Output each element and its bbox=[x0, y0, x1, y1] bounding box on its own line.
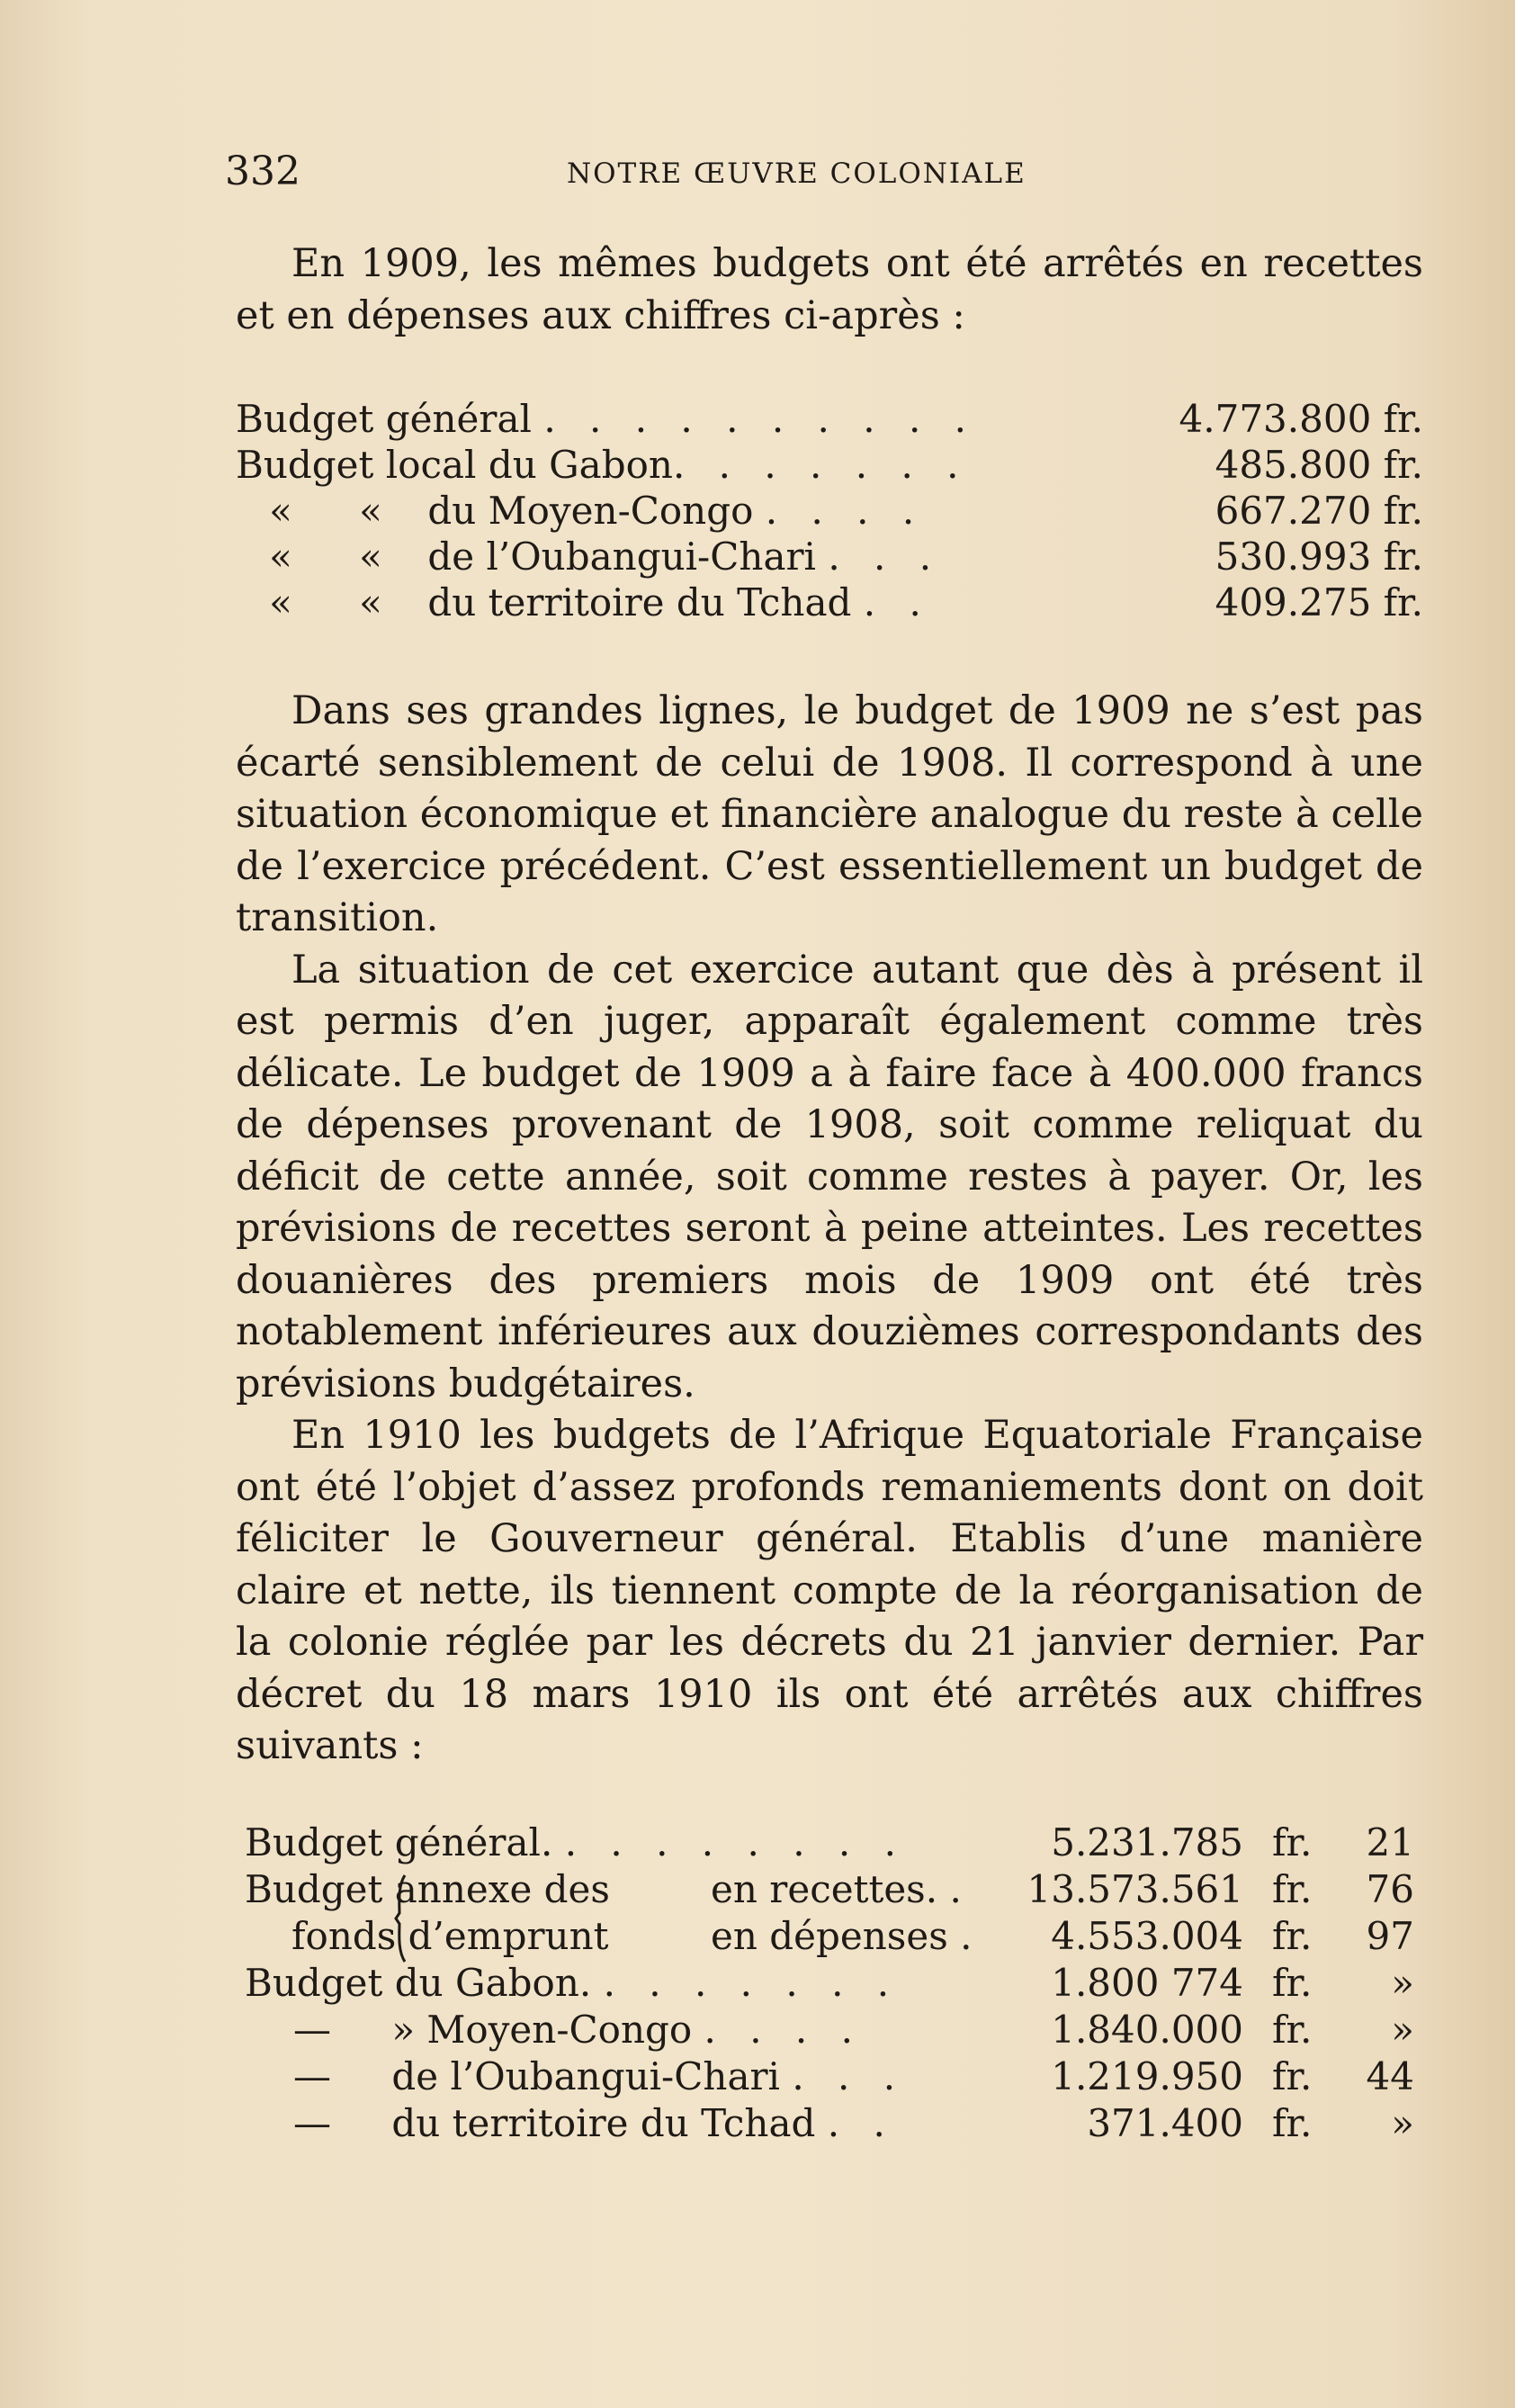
grouping-brace bbox=[389, 1872, 461, 1965]
row-sublabel: en dépenses bbox=[711, 1914, 948, 1958]
intro-block bbox=[236, 238, 1423, 342]
ditto-dash: — bbox=[293, 2101, 331, 2145]
row-amount: 485.800 fr. bbox=[1215, 443, 1423, 487]
row-unit: fr. bbox=[1272, 1914, 1313, 1958]
row-cents: 76 bbox=[1366, 1867, 1414, 1911]
ditto-mark: « bbox=[359, 580, 382, 624]
table-row bbox=[236, 442, 1423, 488]
leader-dots: . . . . . . . bbox=[672, 443, 970, 487]
row-cents: 44 bbox=[1366, 2054, 1414, 2098]
row-amount: 1.840.000 bbox=[1051, 2008, 1243, 2052]
row-amount: 13.573.561 bbox=[1026, 1867, 1243, 1911]
ditto-mark: « bbox=[359, 535, 382, 579]
table-row bbox=[245, 2053, 1443, 2100]
row-cents: » bbox=[1391, 1961, 1414, 2005]
leader-dots: . . bbox=[827, 2101, 896, 2145]
row-cents: » bbox=[1391, 2101, 1414, 2145]
row-amount: 530.993 fr. bbox=[1215, 535, 1423, 579]
intro-paragraph: En 1909, les mêmes budgets ont été arrêtés en recettes et en dépenses aux chiffres ci-après : bbox=[236, 241, 1423, 338]
ditto-dash: — bbox=[293, 2054, 331, 2098]
page-number: 332 bbox=[225, 148, 300, 194]
table-row bbox=[245, 1819, 1443, 1866]
row-amount: 1.800 774 bbox=[1051, 1961, 1243, 2005]
leader-dots: . . . . bbox=[704, 2008, 864, 2052]
table-row bbox=[236, 534, 1423, 580]
paragraph: La situation de cet exercice autant que dès à présent il est permis d’en juger, apparaît également comme très délicate. Le budget de 1909 a à faire face à 400.000 francs de dépenses provenant de 1908, soit comme reliquat du déficit de cette année, soit comme restes à payer. Or, les prévisions de recettes seront à peine atteintes. Les recettes douanières des premiers mois de 1909 ont été très notablement inférieures aux douzièmes correspondants des prévisions budgétaires. bbox=[236, 947, 1423, 1406]
row-amount: 1.219.950 bbox=[1051, 2054, 1243, 2098]
row-cents: 97 bbox=[1366, 1914, 1414, 1958]
row-amount: 371.400 bbox=[1087, 2101, 1243, 2145]
table-row bbox=[236, 580, 1423, 625]
row-amount: 5.231.785 bbox=[1051, 1820, 1243, 1864]
row-label: de l’Oubangui-Chari bbox=[391, 2054, 780, 2098]
row-unit: fr. bbox=[1272, 1820, 1313, 1864]
leader-dots: . . bbox=[863, 580, 932, 624]
leader-dots: . . . . bbox=[765, 489, 926, 533]
ditto-mark: « bbox=[269, 535, 292, 579]
leader-dots: . . . bbox=[828, 535, 943, 579]
row-unit: fr. bbox=[1272, 2054, 1313, 2098]
row-unit: fr. bbox=[1272, 1867, 1313, 1911]
budget-table-1910 bbox=[245, 1819, 1443, 2147]
table-row bbox=[236, 488, 1423, 534]
paragraph: En 1910 les budgets de l’Afrique Equatoriale Française ont été l’objet d’assez profonds remaniements dont on doit féliciter le Gouverneur général. Etablis d’une manière claire et nette, ils tiennent compte de la réorganisation de la colonie réglée par les décrets du 21 janvier dernier. Par décret du 18 mars 1910 ils ont été arrêtés aux chiffres suivants : bbox=[236, 1413, 1423, 1768]
row-cents: 21 bbox=[1366, 1820, 1414, 1864]
row-label: Budget du Gabon. bbox=[245, 1961, 592, 2005]
ditto-mark: « bbox=[269, 489, 292, 533]
row-label: du territoire du Tchad bbox=[427, 580, 852, 624]
row-label: de l’Oubangui-Chari bbox=[427, 535, 816, 579]
running-title: NOTRE ŒUVRE COLONIALE bbox=[567, 157, 1026, 190]
page-header bbox=[225, 148, 1448, 202]
row-amount: 667.270 fr. bbox=[1215, 489, 1423, 533]
row-sublabel: en recettes. bbox=[711, 1867, 938, 1911]
row-label: Budget général bbox=[236, 397, 532, 441]
row-cents: » bbox=[1391, 2008, 1414, 2052]
ditto-dash: — bbox=[293, 2008, 331, 2052]
leader-dots: . . . bbox=[792, 2054, 907, 2098]
body-text bbox=[236, 686, 1423, 1773]
ditto-mark: « bbox=[269, 580, 292, 624]
row-label: Budget général. bbox=[245, 1820, 553, 1864]
row-amount: 409.275 fr. bbox=[1215, 580, 1423, 624]
row-unit: fr. bbox=[1272, 2008, 1313, 2052]
row-label: du Moyen-Congo bbox=[427, 489, 754, 533]
row-unit: fr. bbox=[1272, 2101, 1313, 2145]
leader-dots: . . . . . . . . . . bbox=[543, 397, 977, 441]
row-unit: fr. bbox=[1272, 1961, 1313, 2005]
table-row bbox=[245, 1960, 1443, 2007]
row-label: fonds d’emprunt bbox=[291, 1914, 609, 1958]
paragraph: Dans ses grandes lignes, le budget de 1909 ne s’est pas écarté sensiblement de celui de 1908. Il correspond à une situation économique et financière analogue du reste à celle de l’exercice précédent. C’est essentiellement un budget de transition. bbox=[236, 688, 1423, 940]
row-label: Budget annexe des bbox=[245, 1867, 610, 1911]
row-amount: 4.553.004 bbox=[1051, 1914, 1243, 1958]
leader-dots: . bbox=[949, 1867, 973, 1911]
table-row bbox=[245, 2007, 1443, 2053]
row-label: du territoire du Tchad bbox=[391, 2101, 816, 2145]
row-label: » Moyen-Congo bbox=[391, 2008, 693, 2052]
leader-dots: . . . . . . . . bbox=[564, 1820, 907, 1864]
table-row bbox=[245, 2100, 1443, 2147]
table-row bbox=[236, 396, 1423, 442]
leader-dots: . bbox=[960, 1914, 983, 1958]
row-label: Budget local du Gabon bbox=[236, 443, 673, 487]
leader-dots: . . . . . . . bbox=[603, 1961, 901, 2005]
budget-table-1909 bbox=[236, 396, 1423, 625]
row-amount: 4.773.800 fr. bbox=[1179, 397, 1423, 441]
ditto-mark: « bbox=[359, 489, 382, 533]
